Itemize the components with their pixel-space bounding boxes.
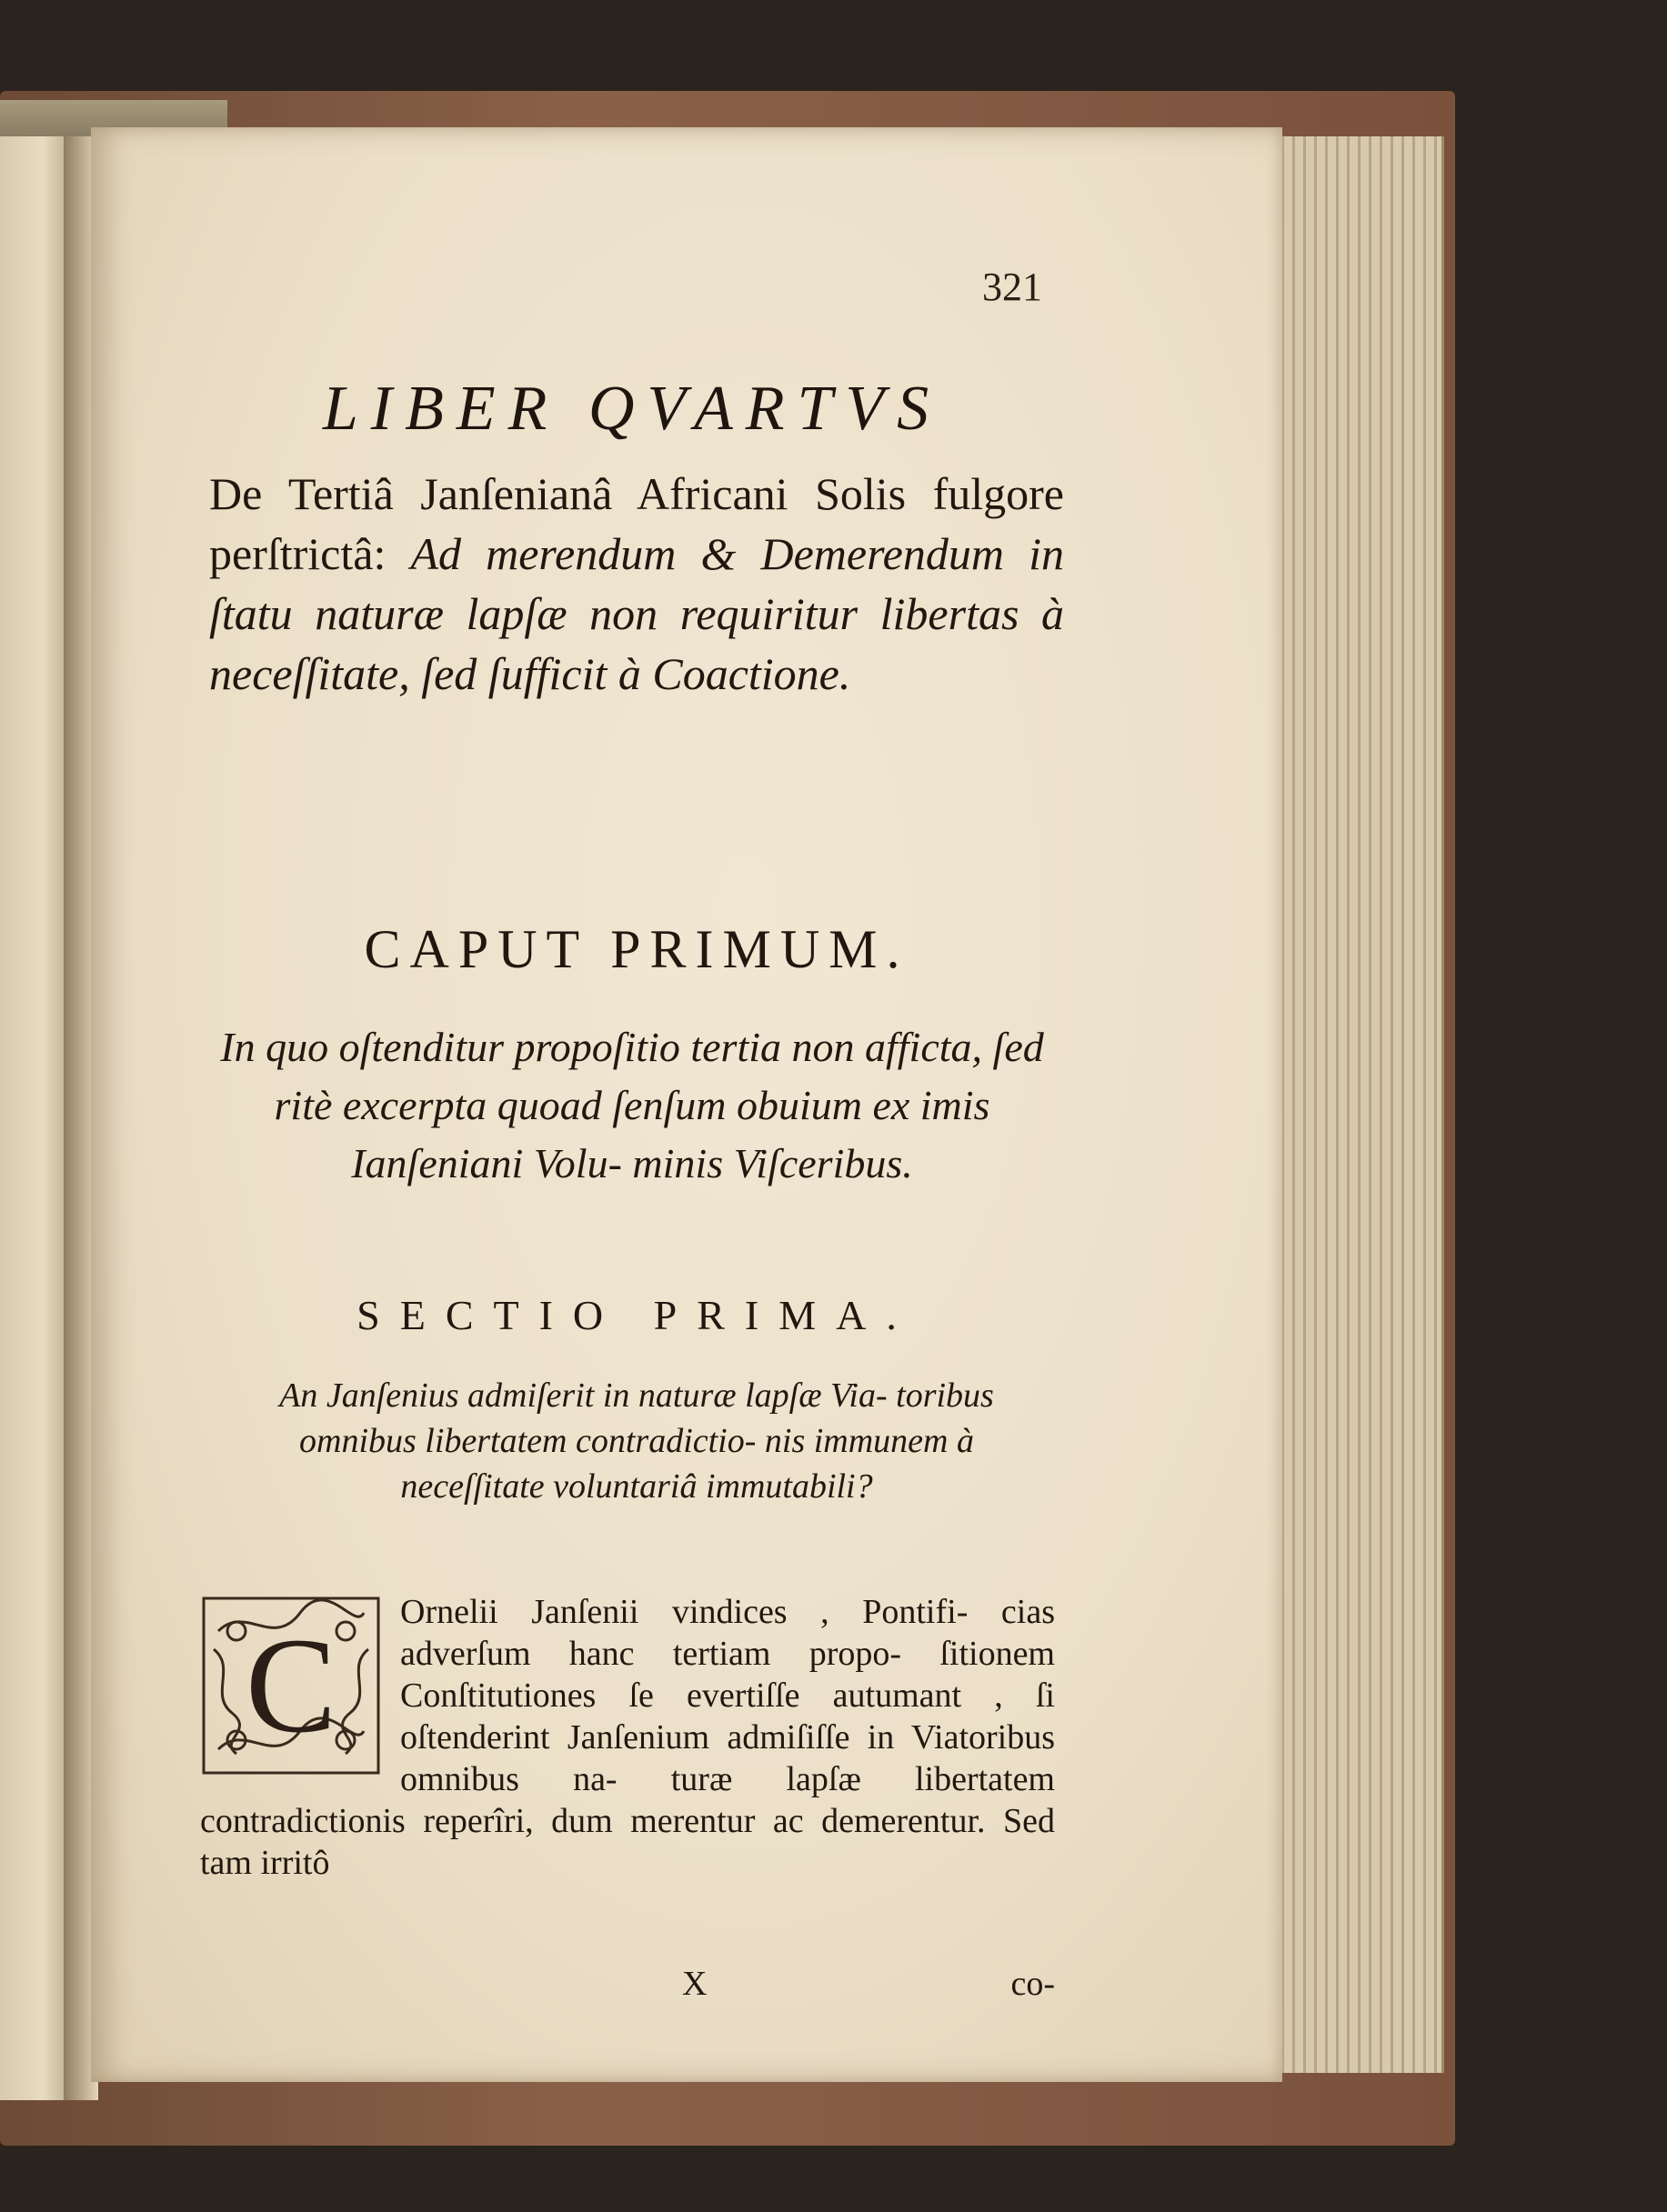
- body-text: Ornelii Janſenii vindices , Pontifi- cias adverſum hanc tertiam propo- ſitionem Conſtitutiones ſe evertiſſe autumant , ſi oſtenderint Janſenium admiſiſſe in Viatoribus omnibus na- turæ lapſæ libertatem contradictionis reperîri, dum merentur ac demerentur. Sed tam irritô: [200, 1593, 1055, 1882]
- book-subtitle: [209, 464, 1064, 704]
- ornamental-initial: [200, 1595, 382, 1777]
- ornamental-initial-icon: [200, 1595, 382, 1777]
- body-paragraph: [200, 1591, 1055, 1884]
- catchword: co-: [1010, 1965, 1055, 2003]
- page-edges: [1273, 136, 1444, 2073]
- book-page: [91, 127, 1282, 2082]
- page-number: 321: [982, 265, 1042, 309]
- signature-mark: X: [682, 1965, 708, 2003]
- chapter-heading: CAPUT PRIMUM.: [364, 919, 909, 979]
- section-description: An Janſenius admiſerit in naturæ lapſæ Via- toribus omnibus libertatem contradictio- nis immunem à neceſſitate voluntariâ immutabili?: [279, 1376, 994, 1506]
- svg-text:C: C: [245, 1610, 337, 1761]
- subtitle-lead: De Tertiâ Janſenianâ Africani Solis fulgore perſtrictâ:: [209, 468, 1064, 579]
- subtitle-italic: Ad merendum & Demerendum in ſtatu naturæ lapſæ non requiritur libertas à neceſſitate, ſed ſufficit à Coactione.: [209, 528, 1064, 699]
- book-title: LIBER QVARTVS: [322, 374, 942, 444]
- left-page-edge: [0, 136, 71, 2100]
- chapter-description: In quo oſtenditur propoſitio tertia non afficta, ſed ritè excerpta quoad ſenſum obuium ex imis Ianſeniani Volu- minis Viſceribus.: [220, 1024, 1044, 1186]
- section-heading: SECTIO PRIMA.: [356, 1292, 917, 1338]
